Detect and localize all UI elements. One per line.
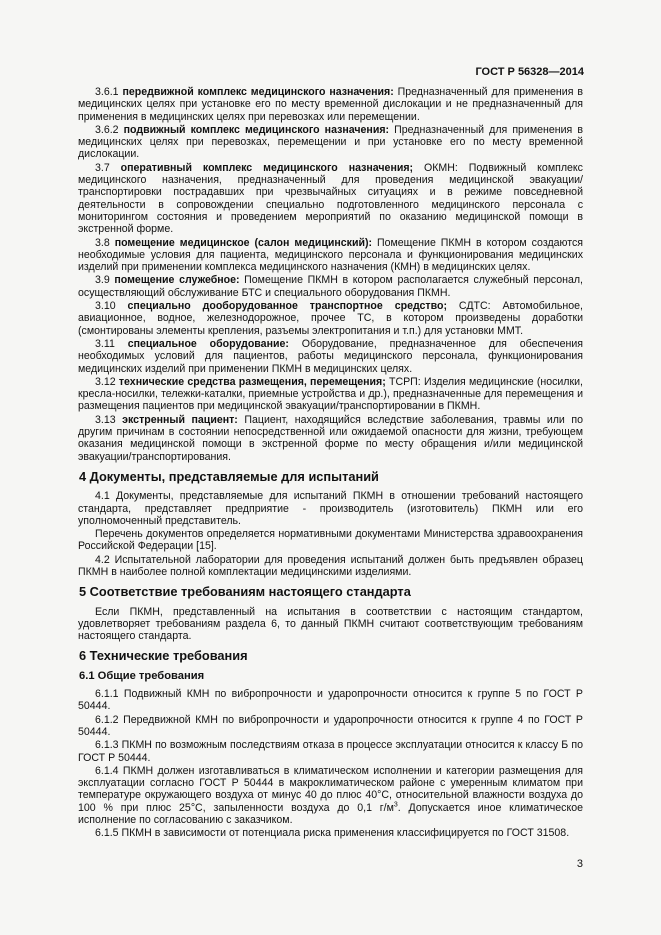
paragraph-text: Если ПКМН, представленный на испытания в соответствии с настоящим стандартом, удовлетворяет требованиям раздела 6, то данный ПКМН считают соответствующим требованиям настоящего стандарта. [78, 605, 583, 643]
paragraph-text-tail: . Допускается иное климатическое исполнение по согласованию с заказчиком. [78, 801, 583, 827]
term-definition [78, 124, 583, 161]
clause-number: 3.11 [95, 337, 115, 350]
paragraph-text: ТСРП: Изделия медицинские (носилки, кресла-носилки, тележки-каталки, приемные устройства и др.), предназначенные для перемещения и размещения пациентов при медицинской эвакуации/транспортировании в ПКМН. [78, 375, 583, 413]
term-definition [78, 237, 583, 274]
paragraph [78, 688, 583, 713]
term: помещение служебное: [114, 274, 240, 287]
paragraph-text: СДТС: Автомобильное, авиационное, водное, железнодорожное, прочее ТС, в котором произведены доработки (смонтированы элементы крепления, разъемы электропитания и т.п.) для установки ММТ. [78, 300, 583, 337]
term: передвижной комплекс медицинского назначения: [122, 86, 394, 98]
paragraph-text: 6.1.2 Передвижной КМН по вибропрочности и ударопрочности относится к группе 4 по ГОСТ Р 50444. [78, 713, 583, 738]
term: помещение медицинское (салон медицинский): [114, 236, 373, 249]
paragraph [78, 714, 583, 739]
term-definition [78, 414, 583, 463]
term-definition [78, 274, 583, 299]
term: технические средства размещения, перемещения; [118, 375, 386, 388]
term-definition [78, 376, 583, 413]
clause-number: 3.13 [95, 413, 116, 426]
paragraph-text: Предназначенный для применения в медицинских целях при перевозках, перемещении и при установке его по месту временной дислокации. [78, 123, 583, 161]
clause-number: 3.6.1 [95, 86, 119, 98]
superscript: 3 [393, 801, 398, 809]
paragraph [78, 606, 583, 643]
term: оперативный комплекс медицинского назначения; [120, 161, 414, 174]
paragraph-text: Пациент, находящийся вследствие заболевания, травмы или по другим причинам в состоянии непосредственной или ожидаемой опасности для жизни, требующем оказания медицинской помощи в экстренной форме по месту обращения и/или медицинской эвакуации/транспортирования. [78, 413, 584, 463]
paragraph-text: Предназначенный для применения в медицинских целях при установке его по месту временной дислокации и не предназначенный для применения в медицинских целях при перевозках или перемещении. [78, 86, 583, 123]
paragraph-text: ОКМН: Подвижный комплекс медицинского назначения, предназначенный для проведения медицинской эвакуации/транспортировки пострадавших при чрезвычайных ситуациях и в режиме повседневной деятельности в сопровождении специально подготовленного медицинского персонала с мониторингом состояния и проведением мероприятий по оказанию медицинской помощи в экстренной форме. [78, 161, 583, 236]
clause-number: 3.7 [95, 161, 110, 174]
section-heading: 6 Технические требования [79, 648, 248, 664]
paragraph-text: 6.1.4 ПКМН должен изготавливаться в климатическом исполнении и категории размещения для эксплуатации согласно ГОСТ Р 50444 в макроклиматическом районе с умеренным климатом при температуре окружающего воздуха от минус 40 до плюс 40°С, относительной влажности воздуха до 100 % при плюс 25°С, запыленности воздуха до 0,1 г/м [78, 764, 583, 814]
subsection-heading: 6.1 Общие требования [79, 669, 205, 682]
paragraph-text: Оборудование, предназначенное для обеспечения необходимых условий для пациентов, работы медицинского персонала, функционирования медицинских изделий при применении ПКМН в медицинских целях. [78, 337, 583, 375]
clause-number: 3.10 [95, 300, 116, 313]
page-number: 3 [576, 858, 583, 870]
paragraph-text: 6.1.5 ПКМН в зависимости от потенциала риска применения классифицируется по ГОСТ 31508. [95, 827, 570, 840]
paragraph-text: 6.1.3 ПКМН по возможным последствиям отказа в процессе эксплуатации относится к классу Б по ГОСТ Р 50444. [78, 739, 583, 764]
paragraph-text: 6.1.1 Подвижный КМН по вибропрочности и ударопрочности относится к группе 5 по ГОСТ Р 50444. [78, 688, 583, 713]
paragraph [78, 490, 583, 527]
paragraph-text: Помещение ПКМН в котором располагается служебный персонал, осуществляющий обслуживание БТС и специального оборудования ПКМН. [78, 274, 583, 299]
paragraph-text: Перечень документов определяется нормативными документами Министерства здравоохранения Российской Федерации [15]. [78, 528, 583, 553]
document-body [78, 86, 583, 840]
term: экстренный пациент: [122, 413, 238, 426]
paragraph [78, 827, 583, 839]
term: подвижный комплекс медицинского назначения: [123, 123, 390, 136]
term-definition [78, 300, 583, 337]
document-code-header: ГОСТ Р 56328—2014 [475, 66, 584, 78]
term-definition [78, 338, 583, 375]
paragraph-text: 4.1 Документы, представляемые для испытаний ПКМН в отношении требований настоящего стандарта, представляет предприятие - производитель (изготовитель) ПКМН или его уполномоченный представитель. [78, 490, 583, 527]
paragraph-text: Помещение ПКМН в котором создаются необходимые условия для пациента, медицинского персонала и функционирования медицинских изделий при применении комплекса медицинского назначения (КМН) в медицинских целях. [78, 236, 584, 274]
term-definition [78, 162, 583, 236]
section-heading: 4 Документы, представляемые для испытаний [79, 468, 379, 484]
clause-number: 3.6.2 [95, 123, 119, 136]
clause-number: 3.9 [95, 274, 110, 287]
paragraph [78, 528, 583, 553]
paragraph [78, 739, 583, 764]
paragraph [78, 554, 583, 579]
section-heading: 5 Соответствие требованиям настоящего стандарта [79, 584, 411, 600]
term: специальное оборудование: [127, 337, 289, 350]
clause-number: 3.8 [95, 236, 110, 249]
paragraph-text: 4.2 Испытательной лаборатории для проведения испытаний должен быть предъявлен образец ПКМН в наиболее полной комплектации медицинскими изделиями. [78, 553, 583, 578]
clause-number: 3.12 [95, 375, 116, 388]
paragraph [78, 765, 583, 826]
term: специально дооборудованное транспортное средство; [127, 300, 447, 313]
term-definition [78, 86, 583, 123]
